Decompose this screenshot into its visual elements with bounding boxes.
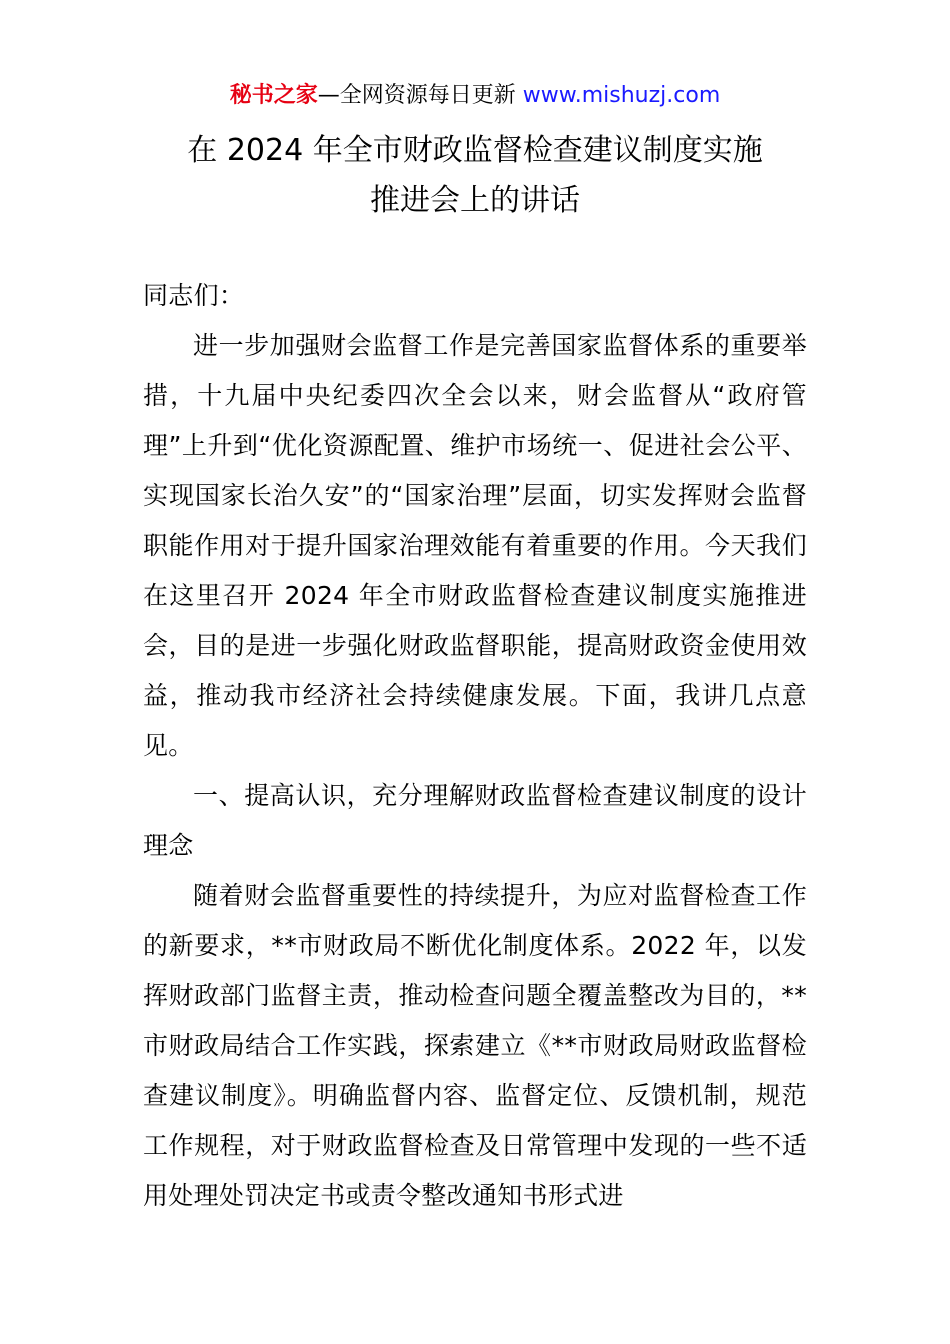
section-heading-1: 一、提高认识，充分理解财政监督检查建议制度的设计理念 — [143, 781, 807, 860]
brand-name: 秘书之家 — [229, 83, 318, 108]
document-title — [0, 126, 950, 226]
title-line-1: 在 2024 年全市财政监督检查建议制度实施 — [187, 133, 763, 168]
paragraph-section-1: 随着财会监督重要性的持续提升，为应对监督检查工作的新要求，**市财政局不断优化制度体系。2022 年，以发挥财政部门监督主责，推动检查问题全覆盖整改为目的，**市财政局结合工作实践，探索建立《**市财政局财政监督检查建议制度》。明确监督内容、监督定位、反馈机制，规范工作规程，对于财政监督检查及日常管理中发现的一些不适用处理处罚决定书或责令整改通知书形式进 — [143, 881, 807, 1210]
salutation: 同志们： — [143, 281, 245, 310]
paragraph-intro: 进一步加强财会监督工作是完善国家监督体系的重要举措，十九届中央纪委四次全会以来，财会监督从“政府管理”上升到“优化资源配置、维护市场统一、促进社会公平、实现国家长治久安”的“国家治理”层面，切实发挥财会监督职能作用对于提升国家治理效能有着重要的作用。今天我们在这里召开 2024 年全市财政监督检查建议制度实施推进会，目的是进一步强化财政监督职能，提高财政资金使用效益，推动我市经济社会持续健康发展。下面，我讲几点意见。 — [143, 331, 807, 760]
title-line-2: 推进会上的讲话 — [370, 183, 580, 218]
header-tagline: —全网资源每日更新 — [317, 83, 523, 108]
site-header — [0, 80, 950, 112]
site-url-link[interactable]: www.mishuzj.com — [522, 83, 721, 108]
document-body — [143, 271, 807, 1221]
